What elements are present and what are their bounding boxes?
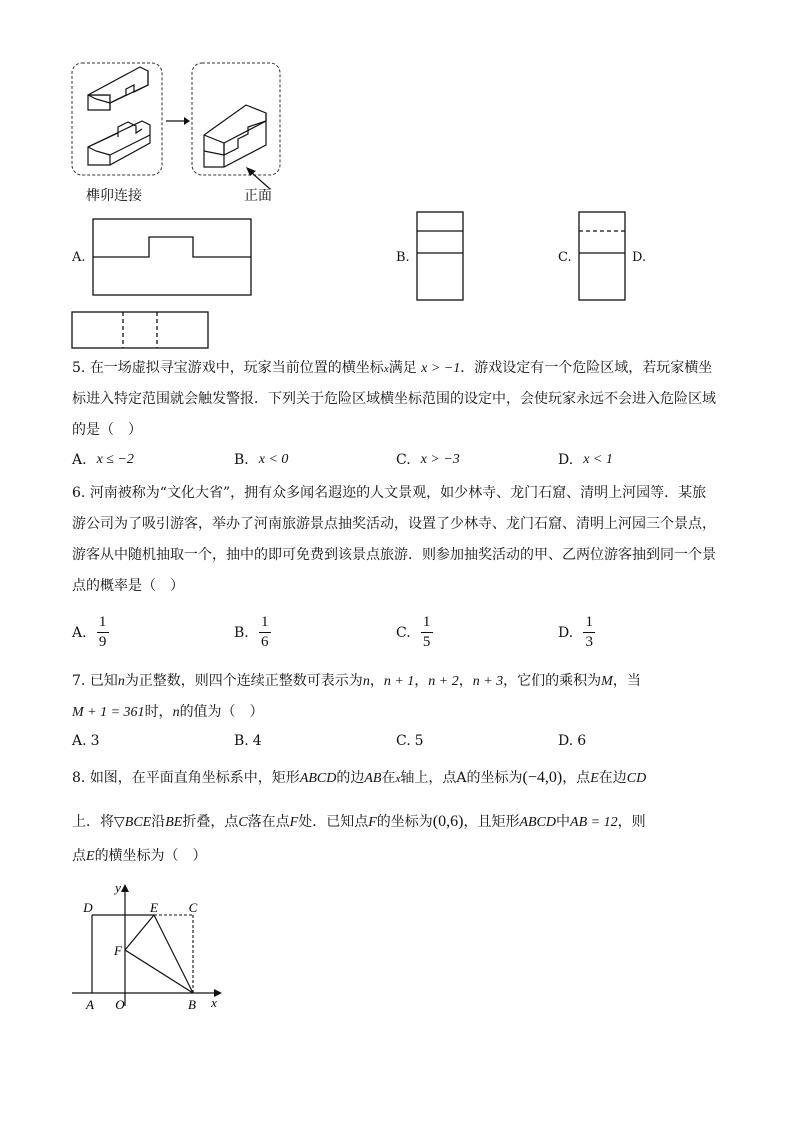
q5-text-1: 在一场虚拟寻宝游戏中，玩家当前位置的横坐标 <box>89 360 384 376</box>
q8-point-c: C <box>238 815 248 830</box>
q8-side-cd: CD <box>626 771 647 786</box>
q7-text-1: 已知 <box>89 673 118 689</box>
q8-text-14: 中 <box>556 814 571 830</box>
q7-text-5: 时， <box>144 704 173 720</box>
y-axis-arrow <box>121 884 129 892</box>
q6-option-c-den: 5 <box>422 634 431 650</box>
q5-option-d-value: x < 1 <box>583 452 613 467</box>
q4-option-a-view <box>92 218 254 298</box>
q6-option-a-den: 9 <box>98 634 107 650</box>
label-o: O <box>115 997 125 1012</box>
segment-ef <box>125 915 154 950</box>
q8-line-3 <box>72 846 207 867</box>
q7-text-6: 的值为（ ） <box>179 704 264 720</box>
q4-option-c-view <box>578 211 628 303</box>
q4-option-c-label: C. <box>558 250 572 265</box>
arrow-head <box>184 117 190 125</box>
q6-line-2: 游公司为了吸引游客，举办了河南旅游景点抽奖活动，设置了少林寺、龙门石窟、清明上河园三个景点， <box>72 516 716 532</box>
q5-option-b[interactable] <box>234 452 288 468</box>
q6-option-d-fraction <box>583 614 595 651</box>
label-a: A <box>86 997 94 1012</box>
q4-option-d-label: D. <box>632 250 647 265</box>
label-e: E <box>150 900 158 915</box>
q8-number: 8. <box>72 770 86 786</box>
q8-text-15: ，则 <box>617 814 646 830</box>
q8-line-2 <box>72 812 646 833</box>
q7-line-2 <box>72 702 264 723</box>
q8-text-6: 在边 <box>598 770 627 786</box>
label-f: F <box>114 943 122 958</box>
q8-ab-equals: AB = 12 <box>570 815 618 830</box>
q8-text-5: ，点 <box>562 770 591 786</box>
q6-line-3: 游客从中随机抽取一个，抽中的即可免费到该景点旅游．则参加抽奖活动的甲、乙两位游客抽到同一个景 <box>72 547 716 563</box>
q7-line-1: 7. 已知n为正整数，则四个连续正整数可表示为n，n + 1，n + 2，n + 3，它们的乘积为M，当 <box>72 673 641 689</box>
q5-option-a[interactable] <box>72 452 134 468</box>
q7-option-a[interactable] <box>72 733 99 749</box>
q6-option-b-label: B. <box>234 624 249 641</box>
q7-option-a-label: A. <box>72 733 87 749</box>
q5-option-d[interactable] <box>558 452 613 468</box>
q8-text-17: 的横坐标为（ ） <box>94 848 207 864</box>
q8-text-10: 落在点 <box>247 814 290 830</box>
q8-text-16: 点 <box>72 848 86 864</box>
q8-text-4: 轴上，点A的坐标为 <box>400 770 523 786</box>
q8-triangle-bce: ▽BCE <box>114 815 152 830</box>
q7-expr-2: n + 1 <box>383 674 415 689</box>
q5-condition: x > −1 <box>421 361 461 376</box>
q5-option-a-value: x ≤ −2 <box>96 452 134 467</box>
q5-text-3: ．游戏设定有一个危险区域，若玩家横坐 <box>460 360 713 376</box>
q6-option-a-num: 1 <box>98 614 107 630</box>
label-x: x <box>211 995 217 1010</box>
q7-option-b-label: B. <box>234 733 249 749</box>
q6-line-1 <box>72 483 706 503</box>
q5-line-2: 标进入特定范围就会触发警报．下列关于危险区域横坐标范围的设定中，会使玩家永远不会进入危险区域 <box>72 391 716 407</box>
joint-caption: 榫卯连接 <box>86 188 142 204</box>
q7-option-c[interactable] <box>396 733 424 749</box>
q5-option-b-value: x < 0 <box>258 452 289 467</box>
q7-text-3: ，它们的乘积为 <box>503 673 602 689</box>
q8-text-1: 如图，在平面直角坐标系中，矩形 <box>89 770 300 786</box>
q6-option-b-fraction <box>259 614 271 651</box>
q5-var-x: x <box>383 363 389 375</box>
q6-option-d-num: 1 <box>585 614 593 630</box>
q7-option-d-value: 6 <box>577 733 587 749</box>
q7-option-d-label: D. <box>558 733 574 749</box>
q4-option-a-label: A. <box>72 250 86 265</box>
q5-option-c-label: C. <box>396 452 411 468</box>
q5-option-d-label: D. <box>558 452 574 468</box>
q7-text-2: 为正整数，则四个连续正整数可表示为 <box>124 673 363 689</box>
q6-option-a-label: A. <box>72 624 87 641</box>
label-b: B <box>188 997 196 1012</box>
q7-equation: M + 1 = 361 <box>72 705 145 720</box>
q8-text-9: 折叠，点 <box>182 814 239 830</box>
q6-option-c-fraction <box>421 614 433 651</box>
q7-text-4: ，当 <box>612 673 641 689</box>
q7-expr-1: n <box>362 674 370 689</box>
q7-option-d[interactable] <box>558 733 586 749</box>
q8-text-2: 的边 <box>336 770 365 786</box>
lower-block-shape <box>88 121 150 165</box>
q7-var-n-2: n <box>172 705 180 720</box>
q8-var-x: x <box>395 773 401 785</box>
q4-option-d-view <box>71 311 211 351</box>
q6-option-d[interactable] <box>558 614 595 651</box>
q7-option-c-value: 5 <box>414 733 424 749</box>
q8-text-13: ，且矩形 <box>463 814 520 830</box>
q6-option-b-num: 1 <box>261 614 269 630</box>
q8-coordinate-figure <box>68 878 228 1013</box>
q8-point-e-2: E <box>86 849 95 864</box>
q8-point-f-2: F <box>368 815 377 830</box>
q6-option-c-label: C. <box>396 624 411 641</box>
q8-rect-abcd-2: ABCD <box>519 815 557 830</box>
q8-text-7: 上．将 <box>72 814 114 830</box>
q5-text-2: 满足 <box>388 360 417 376</box>
q6-number: 6. <box>72 485 86 501</box>
q6-option-b-den: 6 <box>261 634 269 650</box>
label-d: D <box>83 900 93 915</box>
q7-option-a-value: 3 <box>90 733 100 749</box>
q8-side-ab: AB <box>364 771 382 786</box>
q7-option-c-label: C. <box>396 733 411 749</box>
q5-number: 5. <box>72 360 86 376</box>
upper-block-shape <box>88 67 148 110</box>
q5-line-1 <box>72 358 712 379</box>
q8-text-3: 在 <box>381 770 396 786</box>
q8-side-be: BE <box>165 815 183 830</box>
q5-option-a-label: A. <box>72 452 87 468</box>
q6-line-4: 点的概率是（ ） <box>72 578 184 594</box>
q4-option-b-label: B. <box>396 250 410 265</box>
q8-coord-a: (−4,0) <box>522 769 563 786</box>
q8-text-12: 的坐标为 <box>376 814 433 830</box>
q8-text-8: 沿 <box>151 814 166 830</box>
q7-option-b-value: 4 <box>252 733 262 749</box>
label-c: C <box>188 900 198 915</box>
q8-point-e: E <box>590 771 599 786</box>
q8-coord-f: (0,6) <box>432 813 464 830</box>
label-y: y <box>115 880 121 895</box>
q8-line-1 <box>72 768 646 789</box>
q8-point-f: F <box>289 815 299 830</box>
q6-option-a-fraction <box>97 614 109 651</box>
q6-option-c[interactable] <box>396 614 433 651</box>
q4-option-b-view <box>416 211 466 303</box>
q5-option-b-label: B. <box>234 452 249 468</box>
q7-option-b[interactable] <box>234 733 262 749</box>
q7-var-m: M <box>601 674 613 689</box>
q6-option-a[interactable] <box>72 614 109 651</box>
q6-option-d-den: 3 <box>585 634 593 650</box>
q8-text-11: 处．已知点 <box>298 814 369 830</box>
q6-option-b[interactable] <box>234 614 271 651</box>
q7-expr-4: n + 3 <box>472 674 504 689</box>
q5-option-c[interactable] <box>396 452 460 468</box>
q7-var-n: n <box>117 674 125 689</box>
front-caption: 正面 <box>244 188 272 204</box>
q7-expr-3: n + 2 <box>428 674 459 689</box>
q6-option-c-num: 1 <box>422 614 431 630</box>
q6-option-d-label: D. <box>558 624 574 641</box>
q8-rect-abcd: ABCD <box>299 771 337 786</box>
assembled-block-shape <box>204 105 266 167</box>
q5-line-3: 的是（ ） <box>72 422 142 438</box>
q5-option-c-value: x > −3 <box>420 452 460 467</box>
q6-text-1: 河南被称为“文化大省”，拥有众多闻名遐迩的人文景观，如少林寺、龙门石窟、清明上河园等．某旅 <box>89 485 707 501</box>
q7-number: 7. <box>72 673 86 689</box>
